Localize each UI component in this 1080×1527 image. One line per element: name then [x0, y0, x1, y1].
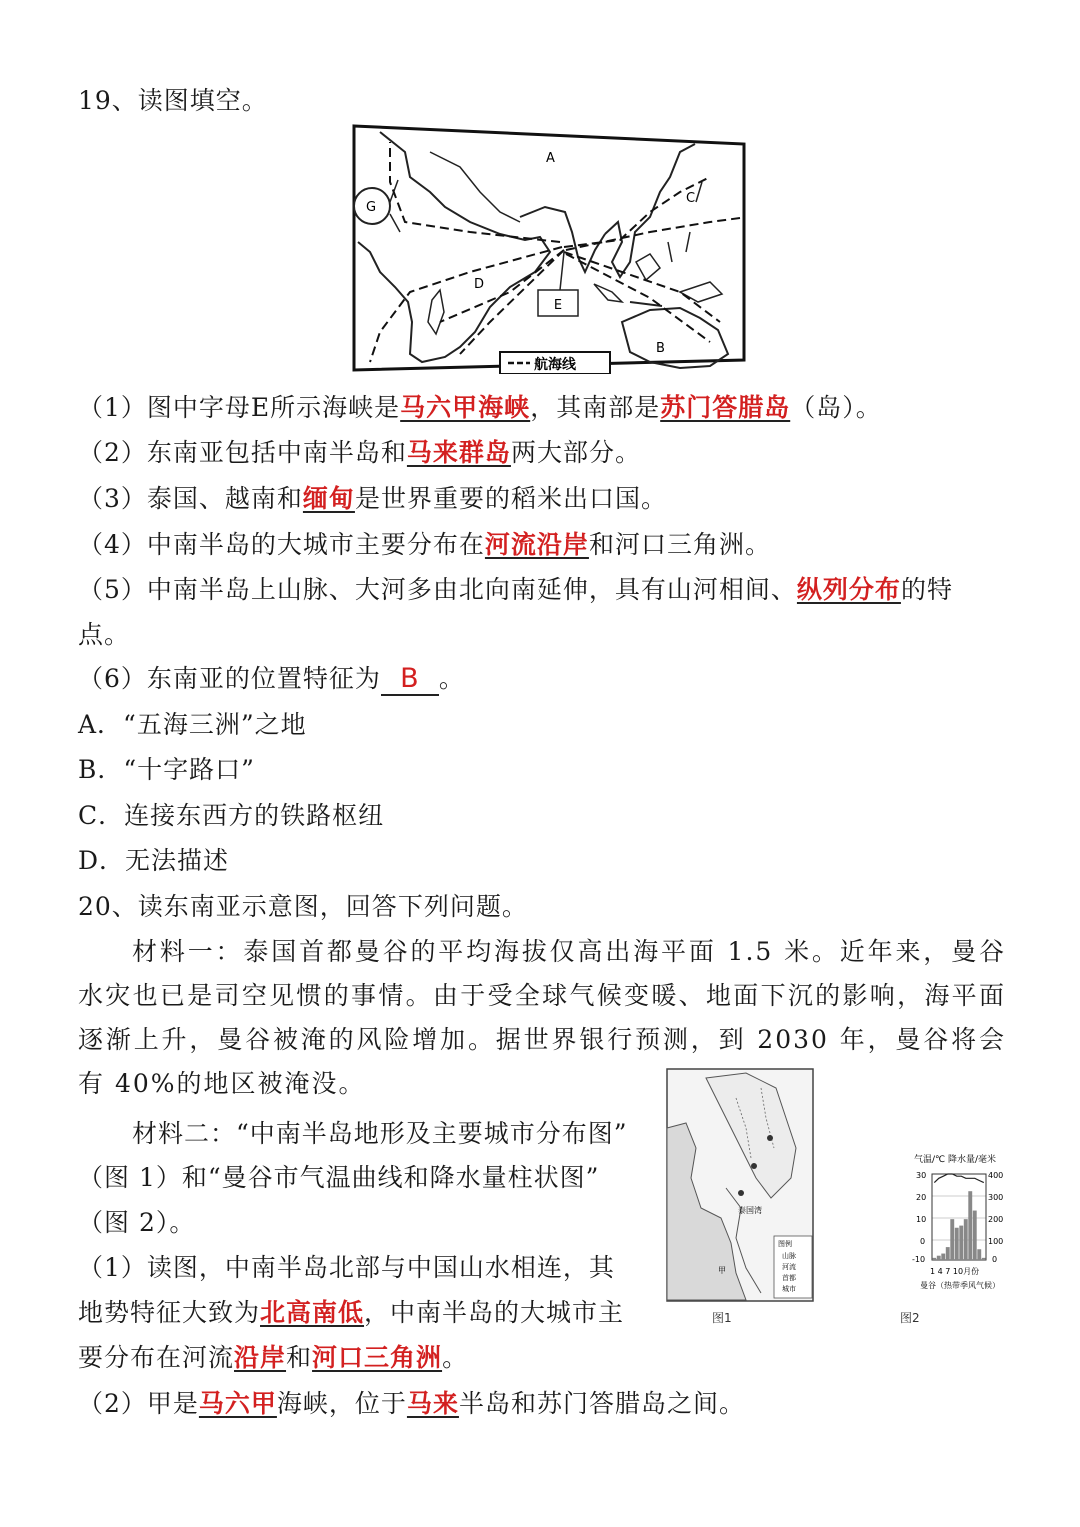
climate-xticks: 1 4 7 10月份	[930, 1267, 980, 1276]
answer: 纵列分布	[796, 575, 901, 604]
svg-text:0: 0	[920, 1237, 926, 1246]
label-e: E	[553, 298, 563, 313]
climate-ylabel: 气温/℃ 降水量/毫米	[914, 1155, 997, 1165]
label-g: G	[366, 200, 377, 215]
q19-item-5: （5）中南半岛上山脉、大河多由北向南延伸，具有山河相间、纵列分布的特	[78, 575, 953, 604]
climate-subtitle: 曼谷（热带季风气候）	[920, 1281, 1000, 1290]
precip-bar-4	[946, 1247, 950, 1260]
climate-chart	[912, 1150, 1012, 1300]
option-d: D．无法描述	[78, 846, 230, 875]
q20-sub1-line2: 地势特征大致为北高南低，中南半岛的大城市主	[78, 1298, 625, 1327]
svg-text:200: 200	[988, 1215, 1004, 1224]
svg-text:-10: -10	[912, 1255, 926, 1264]
precipitation-bars	[932, 1191, 985, 1260]
precip-bar-8	[964, 1219, 968, 1260]
svg-text:图例: 图例	[778, 1240, 792, 1248]
label-a: A	[546, 151, 555, 166]
precip-bar-12	[982, 1258, 986, 1260]
material-1: 材料一：泰国首都曼谷的平均海拔仅高出海平面 1.5 米。近年来，曼谷水灾也已是司空见惯的事情。由于受全球气候变暖、地面下沉的影响，海平面逐渐上升，曼谷被淹的风险增加。据世界银行预测，到 2030 年，曼谷将会有 40%的地区被淹没。	[78, 937, 1006, 1098]
shipping-route-map	[350, 122, 748, 374]
q20-title: 20、读东南亚示意图，回答下列问题。	[78, 892, 528, 921]
option-b: B．“十字路口”	[78, 755, 255, 784]
svg-text:0: 0	[992, 1255, 998, 1264]
precip-bar-9	[968, 1191, 972, 1260]
answer: 河口三角洲	[312, 1343, 443, 1372]
answer: 马来群岛	[406, 438, 511, 467]
answer: 沿岸	[234, 1343, 287, 1372]
precip-bar-5	[950, 1219, 954, 1260]
q19-item-2: （2）东南亚包括中南半岛和马来群岛两大部分。	[78, 438, 641, 467]
svg-text:10: 10	[916, 1215, 927, 1224]
place-gulf: 泰国湾	[738, 1206, 762, 1215]
q19-item-5-cont: 点。	[78, 620, 131, 649]
answer: 苏门答腊岛	[660, 393, 791, 422]
label-d: D	[474, 277, 485, 292]
q19-item-6: （6）东南亚的位置特征为 B 。	[78, 663, 465, 694]
label-b: B	[656, 341, 665, 356]
q20-sub2: （2）甲是马六甲海峡，位于马来半岛和苏门答腊岛之间。	[78, 1389, 745, 1418]
svg-text:300: 300	[988, 1193, 1004, 1202]
q20-sub1-line3: 要分布在河流沿岸和河口三角洲。	[78, 1343, 469, 1372]
precip-bar-2	[937, 1256, 941, 1260]
answer: 河流沿岸	[484, 530, 589, 559]
label-c: C	[686, 191, 696, 206]
q19-item-4: （4）中南半岛的大城市主要分布在河流沿岸和河口三角洲。	[78, 530, 771, 559]
fig2-caption: 图2	[900, 1311, 920, 1325]
q19-title: 19、读图填空。	[78, 86, 268, 115]
q20-sub1-line1: （1）读图，中南半岛北部与中国山水相连，其	[78, 1253, 615, 1282]
legend-label: 航海线	[534, 357, 576, 373]
option-c: C．连接东西方的铁路枢纽	[78, 801, 385, 830]
precip-bar-3	[941, 1254, 945, 1260]
svg-text:20: 20	[916, 1193, 927, 1202]
svg-text:首都: 首都	[782, 1274, 796, 1282]
precip-bar-7	[959, 1226, 963, 1260]
indochina-map	[666, 1068, 814, 1302]
svg-text:山脉: 山脉	[782, 1252, 796, 1260]
answer: 缅甸	[302, 484, 355, 513]
precip-bar-1	[932, 1258, 936, 1260]
precip-bar-6	[955, 1228, 959, 1260]
answer: 马六甲	[198, 1389, 277, 1418]
answer-blank: B	[381, 664, 439, 696]
svg-text:河流: 河流	[782, 1263, 796, 1271]
answer: 马六甲海峡	[400, 393, 531, 422]
material-2-line3: （图 2）。	[78, 1208, 196, 1237]
q19-item-3: （3）泰国、越南和缅甸是世界重要的稻米出口国。	[78, 484, 667, 513]
svg-text:城市: 城市	[782, 1285, 796, 1293]
fig1-caption: 图1	[712, 1311, 732, 1325]
q19-item-1: （1）图中字母E所示海峡是马六甲海峡，其南部是苏门答腊岛（岛）。	[78, 393, 882, 422]
option-a: A．“五海三洲”之地	[78, 710, 307, 739]
svg-text:100: 100	[988, 1237, 1004, 1246]
answer: 北高南低	[260, 1298, 365, 1327]
precip-bar-10	[973, 1211, 977, 1260]
svg-text:400: 400	[988, 1171, 1004, 1180]
temperature-line	[934, 1174, 984, 1183]
material-2-line2: （图 1）和“曼谷市气温曲线和降水量柱状图”	[78, 1163, 600, 1192]
answer: 马来	[406, 1389, 459, 1418]
place-jia: 甲	[718, 1266, 726, 1275]
svg-text:30: 30	[916, 1171, 927, 1180]
material-2-line1: 材料二：“中南半岛地形及主要城市分布图”	[132, 1119, 628, 1148]
precip-bar-11	[977, 1249, 981, 1260]
